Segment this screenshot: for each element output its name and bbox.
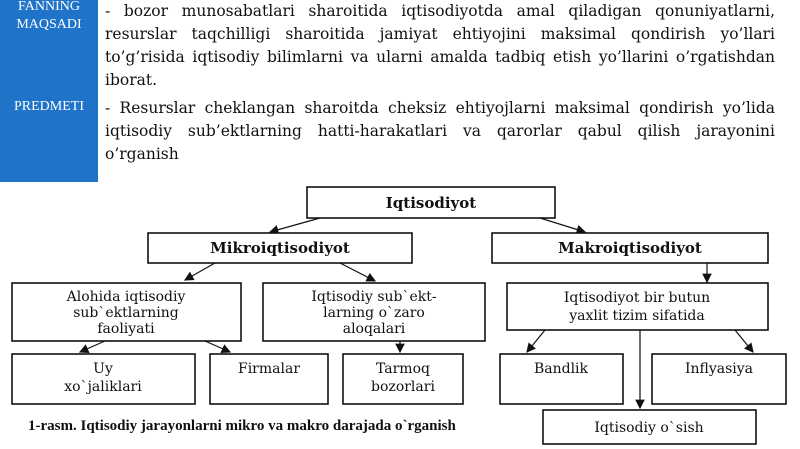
label-tarmoq-1: Tarmoq bbox=[376, 361, 430, 377]
label-uy-2: xo`jaliklari bbox=[64, 379, 142, 395]
label-tarmoq-2: bozorlari bbox=[371, 379, 435, 395]
arrow-to-firmalar bbox=[205, 341, 230, 352]
subject-paragraph: - Resurslar cheklangan sharoitda cheksiz ehtiyojlarni maksimal qondirish yo’lida iqtisodiy sub’ektlarning hatti-harakatlari va qarorlar qabul qilish jarayonini o’rganish bbox=[105, 99, 775, 163]
label-bandlik: Bandlik bbox=[533, 361, 589, 377]
label-micro-right-3: aloqalari bbox=[342, 321, 406, 337]
label-macro-child-2: yaxlit tizim sifatida bbox=[569, 308, 705, 324]
label-inflyasiya: Inflyasiya bbox=[684, 361, 754, 377]
label-micro-left-2: sub`ektlarning bbox=[73, 305, 179, 321]
arrow-to-inflyasiya bbox=[735, 330, 753, 352]
label-firmalar: Firmalar bbox=[237, 361, 301, 377]
figure-caption: 1-rasm. Iqtisodiy jarayonlarni mikro va makro darajada o`rganish bbox=[28, 418, 456, 434]
label-macro-child-1: Iqtisodiyot bir butun bbox=[563, 290, 711, 306]
label-macro: Makroiqtisodiyot bbox=[558, 239, 702, 257]
label-root: Iqtisodiyot bbox=[385, 194, 477, 212]
sidebar-label-fanning: FANNING bbox=[18, 0, 80, 14]
label-micro: Mikroiqtisodiyot bbox=[210, 239, 350, 257]
label-micro-left-1: Alohida iqtisodiy bbox=[66, 289, 186, 305]
sidebar-label-maqsadi: MAQSADI bbox=[16, 17, 82, 32]
arrow-micro-left bbox=[185, 263, 215, 280]
label-micro-right-2: larning o`zaro bbox=[323, 305, 425, 321]
arrow-root-micro bbox=[270, 218, 320, 232]
arrow-micro-right bbox=[340, 263, 375, 281]
label-osish: Iqtisodiy o`sish bbox=[594, 420, 704, 436]
sidebar-label-predmeti: PREDMETI bbox=[14, 99, 84, 114]
arrow-root-macro bbox=[540, 218, 585, 232]
label-micro-right-1: Iqtisodiy sub`ekt- bbox=[311, 289, 437, 305]
label-micro-left-3: faoliyati bbox=[97, 321, 155, 337]
label-uy-1: Uy bbox=[93, 361, 113, 377]
arrow-to-bandlik bbox=[527, 330, 545, 352]
goal-paragraph: - bozor munosabatlari sharoitida iqtisodiyotda amal qiladigan qonuniyatlarni, resurslar taqchilligi sharoitida jamiyat ehtiyojini maksimal qondirish yo’llari to’g’risida iqtisodiy bilimlarni va ularni amalda tadbiq etish yo’llarini o’rgatishdan iborat. bbox=[105, 2, 775, 89]
arrow-to-uy bbox=[80, 341, 105, 352]
